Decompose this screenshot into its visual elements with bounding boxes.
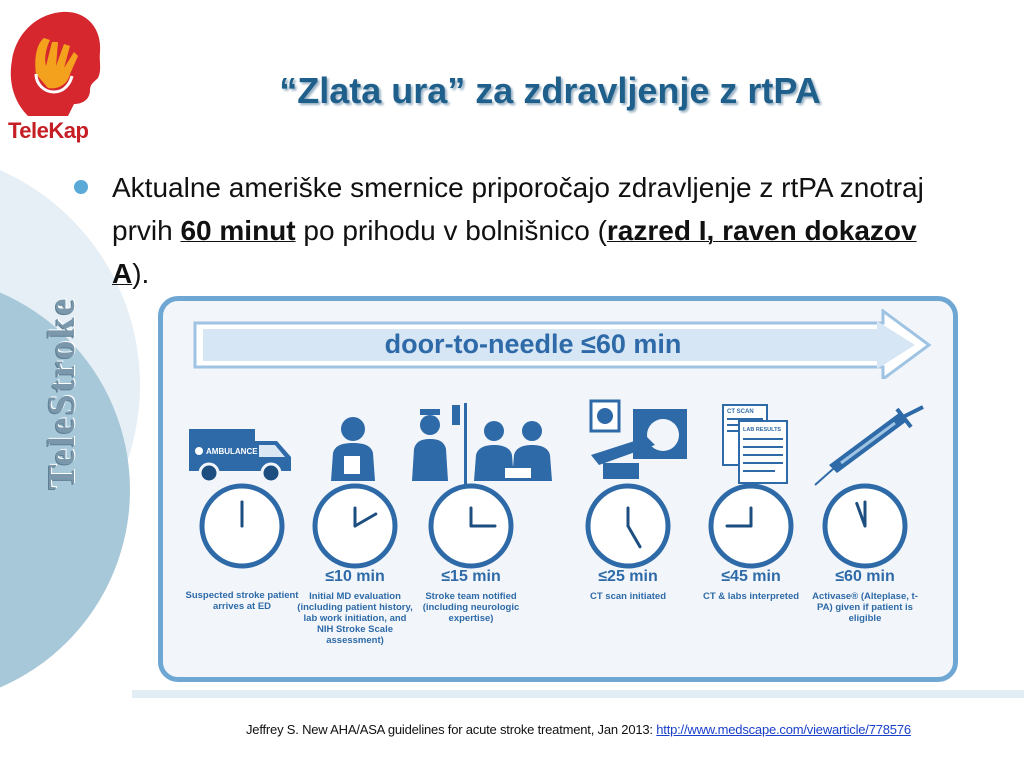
banner-label: door-to-needle ≤60 min <box>384 329 682 359</box>
step-caption: CT & labs interpreted <box>702 591 800 602</box>
ambulance-label: AMBULANCE <box>206 447 258 456</box>
ct-scan-doc-label: CT SCAN <box>727 409 754 415</box>
bullet-part1: Aktualne ameriške smernice priporočajo zdravljenje z rtPA znotraj prvih <box>112 172 924 246</box>
logo-text: TeleKap <box>8 118 89 143</box>
step-caption: CT scan initiated <box>589 591 666 602</box>
clock-icon <box>423 478 519 574</box>
clock-icon <box>307 478 403 574</box>
clock-icon <box>580 478 676 574</box>
doctor-icon <box>323 413 383 485</box>
step-caption: Activase® (Alteplase, t-PA) given if patient is eligible <box>812 591 918 624</box>
bullet-part3: ). <box>132 258 150 289</box>
bullet-bold-60-minut: 60 minut <box>180 215 296 246</box>
step-caption: Stroke team notified (including neurologic expertise) <box>422 591 520 624</box>
bullet-text <box>112 166 942 295</box>
lab-results-icon <box>719 403 793 487</box>
step-time-label: ≤60 min <box>835 568 895 585</box>
bullet-dot <box>74 180 88 194</box>
clock-icon <box>194 478 290 574</box>
clock-icon <box>703 478 799 574</box>
ct-scanner-icon <box>587 399 691 485</box>
step-caption: Initial MD evaluation (including patient history, lab work initiation, and NIH Stroke Scale assessment) <box>297 591 413 646</box>
step-time-label: ≤45 min <box>721 568 781 585</box>
citation-text: Jeffrey S. New AHA/ASA guidelines for acute stroke treatment, Jan 2013: <box>246 722 657 737</box>
lab-results-doc-label: LAB RESULTS <box>743 427 782 433</box>
step-time-label: ≤15 min <box>441 568 501 585</box>
citation <box>246 722 911 737</box>
syringe-icon <box>811 405 935 489</box>
stroke-team-icon <box>408 401 556 485</box>
clock-icon <box>817 478 913 574</box>
side-brand-text: TeleStroke <box>41 296 83 490</box>
page-title: “Zlata ura” za zdravljenje z rtPA <box>279 70 821 111</box>
bullet-bold-evidence: razred I, raven dokazov A <box>112 215 917 289</box>
step-time-label: ≤10 min <box>325 568 385 585</box>
bullet-part2: po prihodu v bolnišnico ( <box>295 215 607 246</box>
door-to-needle-infographic <box>158 296 958 682</box>
step-time-label: ≤25 min <box>598 568 658 585</box>
footer-bar <box>132 690 1024 698</box>
ambulance-icon <box>185 419 297 485</box>
citation-link[interactable]: http://www.medscape.com/viewarticle/778576 <box>656 722 911 737</box>
step-caption: Suspected stroke patient arrives at ED <box>185 590 299 612</box>
